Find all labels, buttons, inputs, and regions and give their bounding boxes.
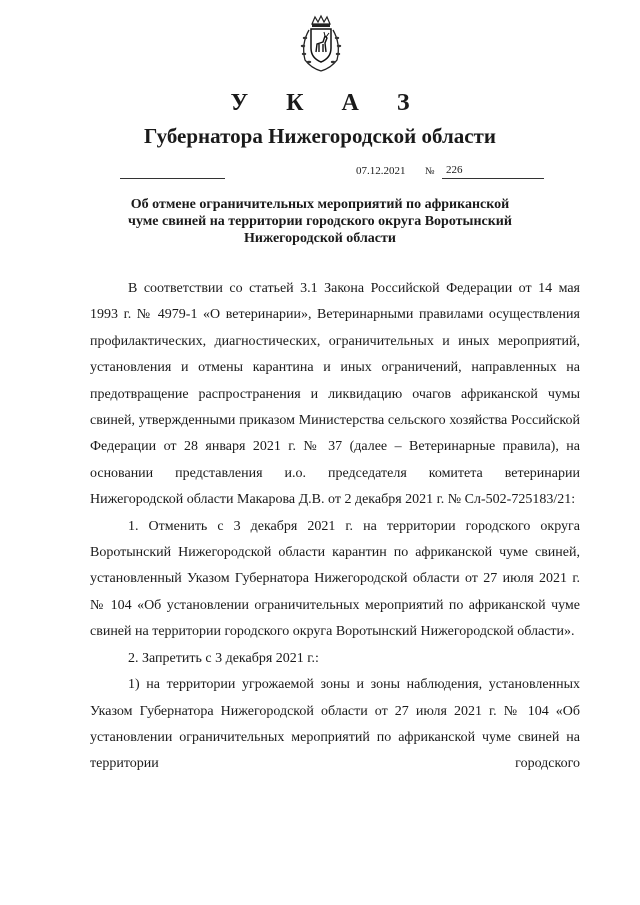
document-date: 07.12.2021	[356, 165, 406, 177]
heading-line: чуме свиней на территории городского округа Воротынский	[128, 214, 512, 229]
paragraph: 2. Запретить с 3 декабря 2021 г.:	[128, 650, 319, 666]
document-heading	[90, 196, 550, 247]
paragraph: В соответствии со статьей 3.1 Закона Российской Федерации от 14 мая 1993 г. № 4979-1 «О ветеринарии», Ветеринарными правилами осуществления профилактических, диагностических, ограничительных и иных мероприятий, установления и отмены карантина и иных ограничений, направленных на предотвращение распространения и ликвидацию очагов африканской чумы свиней, утвержденными приказом Министерства сельского хозяйства Российской Федерации от 28 января 2021 г. № 37 (далее – Ветеринарные правила), на основании представления и.о. председателя комитета ветеринарии Нижегородской области Макарова Д.В. от 2 декабря 2021 г. № Сл-502-725183/21:	[90, 281, 580, 508]
number-label: №	[425, 166, 435, 177]
paragraph: 1) на территории угрожаемой зоны и зоны наблюдения, установленных Указом Губернатора Нижегородской области от 27 июля 2021 г. № 104 «Об установлении ограничительных мероприятий по африканской чуме свиней на территории городского	[90, 677, 580, 772]
paragraph: 1. Отменить с 3 декабря 2021 г. на территории городского округа Воротынский Нижегородской области карантин по африканской чуме свиней, установленный Указом Губернатора Нижегородской области от 27 июля 2021 г. № 104 «Об установлении ограничительных мероприятий по африканской чуме свиней на территории городского округа Воротынский Нижегородской области».	[90, 518, 580, 640]
document-title: У К А З	[230, 90, 426, 116]
document-body	[90, 276, 580, 778]
document-subtitle: Губернатора Нижегородской области	[144, 124, 496, 148]
heading-line: Об отмене ограничительных мероприятий по африканской	[130, 197, 510, 212]
coat-of-arms-icon	[299, 14, 343, 74]
heading-line: Нижегородской области	[244, 231, 396, 246]
signature-line	[120, 178, 225, 179]
document-number: 226	[442, 164, 544, 179]
